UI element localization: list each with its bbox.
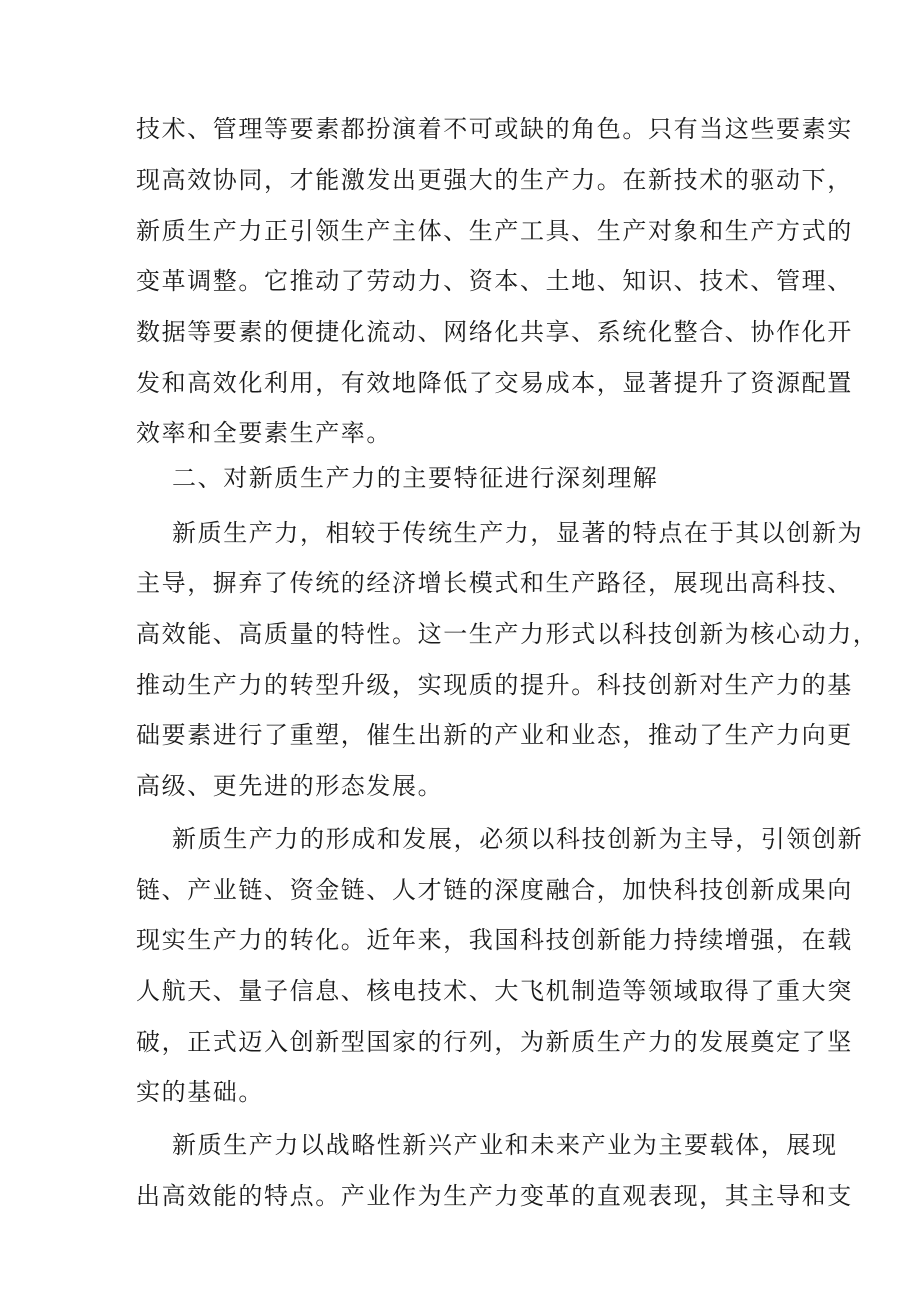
text-line: 破，正式迈入创新型国家的行列，为新质生产力的发展奠定了坚 — [136, 1028, 853, 1056]
text-line: 推动生产力的转型升级，实现质的提升。科技创新对生产力的基 — [136, 671, 853, 699]
text-line: 数据等要素的便捷化流动、网络化共享、系统化整合、协作化开 — [136, 318, 853, 346]
text-line: 实的基础。 — [136, 1078, 264, 1106]
text-line: 链、产业链、资金链、人才链的深度融合，加快科技创新成果向 — [136, 876, 853, 904]
text-line: 现实生产力的转化。近年来，我国科技创新能力持续增强，在载 — [136, 926, 853, 954]
text-line: 高级、更先进的形态发展。 — [136, 772, 444, 800]
text-line: 效率和全要素生产率。 — [136, 419, 392, 447]
text-line: 变革调整。它推动了劳动力、资本、土地、知识、技术、管理、 — [136, 267, 853, 295]
text-line: 主导，摒弃了传统的经济增长模式和生产路径，展现出高科技、 — [136, 569, 853, 597]
text-line: 新质生产力以战略性新兴产业和未来产业为主要载体，展现 — [172, 1131, 838, 1159]
text-line: 新质生产力正引领生产主体、生产工具、生产对象和生产方式的 — [136, 217, 853, 245]
text-line: 高效能、高质量的特性。这一生产力形式以科技创新为核心动力， — [136, 620, 879, 648]
text-line: 现高效协同，才能激发出更强大的生产力。在新技术的驱动下， — [136, 166, 853, 194]
text-line: 出高效能的特点。产业作为生产力变革的直观表现，其主导和支 — [136, 1182, 853, 1210]
text-line: 新质生产力，相较于传统生产力，显著的特点在于其以创新为 — [172, 519, 864, 547]
text-line: 技术、管理等要素都扮演着不可或缺的角色。只有当这些要素实 — [136, 115, 853, 143]
text-line: 发和高效化利用，有效地降低了交易成本，显著提升了资源配置 — [136, 369, 853, 397]
text-line: 新质生产力的形成和发展，必须以科技创新为主导，引领创新 — [172, 825, 864, 853]
text-line: 础要素进行了重塑，催生出新的产业和业态，推动了生产力向更 — [136, 721, 853, 749]
section-heading: 二、对新质生产力的主要特征进行深刻理解 — [172, 464, 659, 492]
text-line: 人航天、量子信息、核电技术、大飞机制造等领域取得了重大突 — [136, 977, 853, 1005]
